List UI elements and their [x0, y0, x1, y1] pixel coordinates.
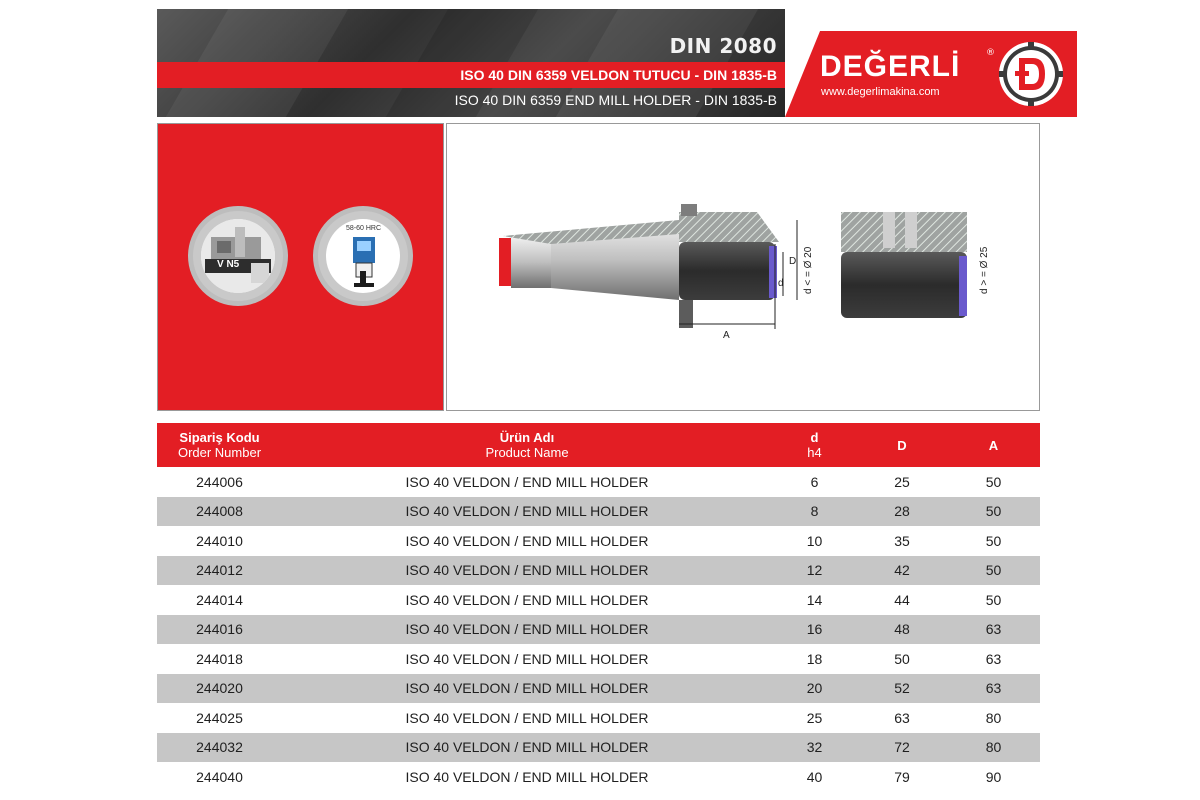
table-row	[157, 703, 1040, 733]
A-cell: 63	[985, 621, 1002, 638]
D-cell: 28	[894, 503, 910, 520]
product-name-cell: ISO 40 VELDON / END MILL HOLDER	[405, 503, 649, 520]
dim-a-left: A	[723, 330, 730, 341]
D-cell: 35	[894, 532, 910, 549]
d-cell: 25	[806, 709, 823, 726]
milling-machine-icon	[201, 219, 275, 293]
d-cell: 12	[806, 562, 823, 579]
table-row	[157, 762, 1040, 792]
title-english: ISO 40 DIN 6359 END MILL HOLDER - DIN 1835-B	[454, 92, 777, 108]
product-name-cell: ISO 40 VELDON / END MILL HOLDER	[405, 473, 649, 490]
brand-logo-icon	[997, 40, 1065, 108]
dim-d-ge-25: d > = Ø 25	[979, 246, 990, 294]
product-table	[157, 423, 1040, 792]
A-cell: 50	[985, 591, 1002, 608]
header-product-name: Ürün Adı Product Name	[485, 430, 569, 460]
table-row	[157, 615, 1040, 645]
order-number-cell: 244016	[196, 621, 243, 638]
product-name-cell: ISO 40 VELDON / END MILL HOLDER	[405, 621, 649, 638]
product-name-cell: ISO 40 VELDON / END MILL HOLDER	[405, 562, 649, 579]
D-cell: 42	[894, 562, 910, 579]
A-cell: 50	[985, 562, 1002, 579]
product-name-cell: ISO 40 VELDON / END MILL HOLDER	[405, 532, 649, 549]
table-row	[157, 526, 1040, 556]
d-cell: 32	[806, 739, 823, 756]
header-d: d h4	[807, 430, 822, 460]
table-row	[157, 644, 1040, 674]
D-cell: 63	[894, 709, 910, 726]
dim-d-large: D	[789, 256, 797, 267]
D-cell: 52	[894, 680, 910, 697]
vn-label: V N5	[217, 259, 240, 270]
d-cell: 10	[806, 532, 823, 549]
technical-drawing-panel	[446, 123, 1040, 411]
A-cell: 50	[985, 532, 1002, 549]
order-number-cell: 244010	[196, 532, 243, 549]
D-cell: 50	[894, 650, 910, 667]
product-name-cell: ISO 40 VELDON / END MILL HOLDER	[405, 591, 649, 608]
D-cell: 25	[894, 473, 910, 490]
A-cell: 63	[985, 650, 1002, 667]
order-number-cell: 244032	[196, 739, 243, 756]
d-cell: 40	[806, 768, 823, 785]
table-row	[157, 733, 1040, 763]
product-name-cell: ISO 40 VELDON / END MILL HOLDER	[405, 709, 649, 726]
D-cell: 44	[894, 591, 910, 608]
A-cell: 90	[985, 768, 1002, 785]
machine-feature-badge	[188, 206, 288, 306]
product-name-cell: ISO 40 VELDON / END MILL HOLDER	[405, 739, 649, 756]
order-number-cell: 244020	[196, 680, 243, 697]
table-header	[157, 423, 1040, 467]
D-cell: 48	[894, 621, 910, 638]
order-number-cell: 244018	[196, 650, 243, 667]
tool-holder-drawing	[447, 124, 1039, 410]
table-row	[157, 674, 1040, 704]
order-number-cell: 244008	[196, 503, 243, 520]
dim-d-le-20: d < = Ø 20	[803, 246, 814, 294]
d-cell: 14	[806, 591, 823, 608]
order-number-cell: 244040	[196, 768, 243, 785]
brand-registered-mark: ®	[986, 48, 995, 58]
table-row	[157, 467, 1040, 497]
brand-url: www.degerlimakina.com	[821, 86, 940, 98]
features-panel	[157, 123, 444, 411]
d-cell: 18	[806, 650, 823, 667]
product-name-cell: ISO 40 VELDON / END MILL HOLDER	[405, 768, 649, 785]
header-A: A	[988, 437, 999, 453]
A-cell: 80	[985, 709, 1002, 726]
order-number-cell: 244014	[196, 591, 243, 608]
hardness-feature-badge	[313, 206, 413, 306]
D-cell: 72	[894, 739, 910, 756]
d-cell: 20	[806, 680, 823, 697]
hardness-label: 58-60 HRC	[346, 225, 382, 232]
D-cell: 79	[894, 768, 910, 785]
order-number-cell: 244006	[196, 473, 243, 490]
order-number-cell: 244025	[196, 709, 243, 726]
d-cell: 6	[810, 473, 819, 490]
header-D: D	[897, 437, 907, 453]
A-cell: 80	[985, 739, 1002, 756]
table-body	[157, 467, 1040, 792]
din-title: DIN 2080	[669, 34, 777, 58]
header-order-number: Sipariş Kodu Order Number	[177, 430, 262, 460]
dim-d-small: d	[778, 278, 784, 289]
table-row	[157, 585, 1040, 615]
table-row	[157, 556, 1040, 586]
product-name-cell: ISO 40 VELDON / END MILL HOLDER	[405, 680, 649, 697]
A-cell: 63	[985, 680, 1002, 697]
table-row	[157, 497, 1040, 527]
A-cell: 50	[985, 473, 1002, 490]
title-turkish: ISO 40 DIN 6359 VELDON TUTUCU - DIN 1835-B	[460, 67, 777, 83]
d-cell: 8	[810, 503, 819, 520]
A-cell: 50	[985, 503, 1002, 520]
brand-name: DEĞERLİ	[820, 50, 961, 83]
d-cell: 16	[806, 621, 823, 638]
product-name-cell: ISO 40 VELDON / END MILL HOLDER	[405, 650, 649, 667]
order-number-cell: 244012	[196, 562, 243, 579]
